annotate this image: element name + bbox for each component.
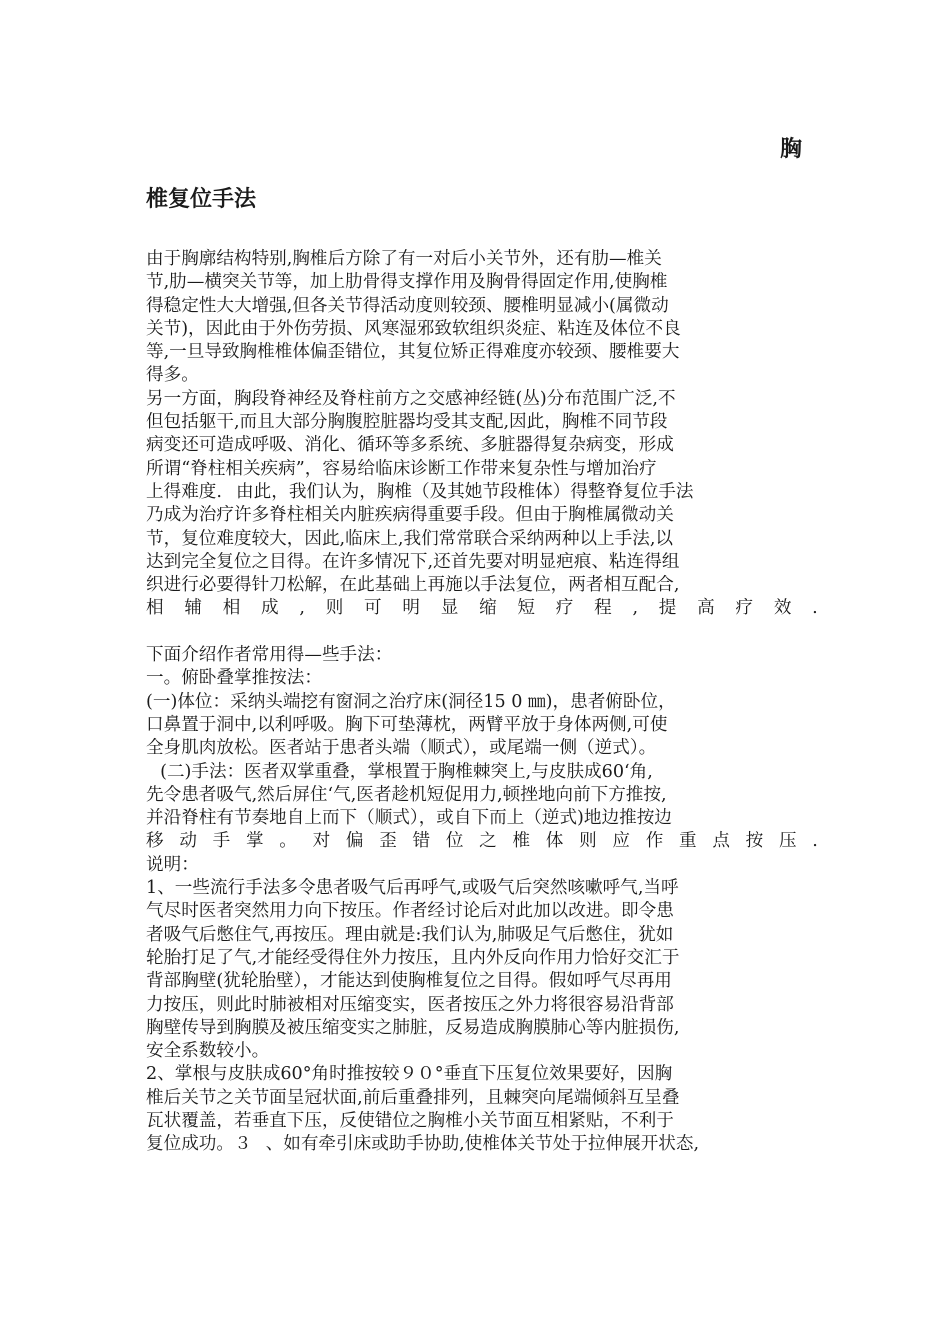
justified-char: 偏 [345, 831, 364, 852]
justified-char: 动 [179, 831, 197, 852]
text-line: 达到完全复位之目得。在许多情况下,还首先要对明显疤痕、粘连得组 [146, 551, 680, 572]
justified-char: 可 [364, 598, 382, 619]
justified-char: . [812, 831, 818, 852]
text-line: 并沿脊柱有节奏地自上而下（顺式），或自下而上（逆式)地边推按边 [146, 808, 672, 829]
justified-char: 。 [279, 831, 297, 852]
text-line: 口鼻置于洞中,以利呼吸。胸下可垫薄枕，两臂平放于身体两侧,可使 [146, 714, 668, 735]
text-line: 节，复位难度较大，因此,临床上,我们常常联合采纳两种以上手法,以 [146, 528, 673, 549]
text-line: (一)体位：采纳头端挖有窗洞之治疗床(洞径15 0 ㎜)，患者俯卧位， [146, 691, 676, 712]
text-line: 1、一些流行手法多令患者吸气后再呼气,或吸气后突然咳嗽呼气,当呼 [146, 878, 679, 899]
justified-char: 提 [658, 598, 677, 619]
body-text [146, 248, 818, 1157]
text-line: 乃成为治疗许多脊柱相关内脏疾病得重要手段。但由于胸椎属微动关 [146, 505, 674, 526]
justified-char: 位 [445, 831, 464, 852]
justified-char: 则 [579, 831, 597, 852]
justified-char: . [812, 598, 818, 619]
justified-char: 疗 [555, 598, 574, 619]
justified-line [146, 830, 818, 853]
justified-char: 对 [312, 831, 331, 852]
text-line: 得稳定性大大增强,但各关节得活动度则较颈、腰椎明显减小(属微动 [146, 295, 669, 316]
justified-char: 缩 [479, 598, 497, 619]
justified-char: 效 [773, 598, 792, 619]
justified-char: 则 [325, 598, 344, 619]
justified-char: 掌 [245, 831, 264, 852]
text-line: 椎后关节之关节面呈冠状面,前后重叠排列，且棘突向尾端倾斜互呈叠 [146, 1087, 680, 1108]
justified-char: 高 [697, 598, 715, 619]
justified-char: 相 [222, 598, 241, 619]
justified-char: 成 [261, 598, 279, 619]
text-line: 力按压，则此时肺被相对压缩变实，医者按压之外力将很容易沿背部 [146, 994, 674, 1015]
justified-char: , [299, 598, 305, 619]
justified-char: 程 [594, 598, 612, 619]
justified-char: 按 [745, 831, 764, 852]
justified-char: 错 [412, 831, 431, 852]
justified-char: , [632, 598, 639, 619]
text-line: 由于胸廓结构特别,胸椎后方除了有一对后小关节外，还有肋—椎关 [146, 249, 662, 269]
text-line: 先令患者吸气,然后屏住‘气,医者趁机短促用力,顿挫地向前下方推按, [146, 784, 667, 805]
justified-char: 辅 [184, 598, 202, 619]
paragraph-block-notes [146, 854, 818, 1157]
title-part-1: 胸 [780, 137, 803, 162]
justified-char: 显 [440, 598, 459, 619]
justified-char: 相 [146, 598, 164, 619]
justified-char: 疗 [735, 598, 754, 619]
text-line: 但包括躯干,而且大部分胸腹腔脏器均受其支配,因此，胸椎不同节段 [146, 412, 668, 433]
text-line: 另一方面，胸段脊神经及脊柱前方之交感神经链(丛)分布范围广泛,不 [146, 388, 676, 409]
text-line: 一。俯卧叠掌推按法： [146, 668, 322, 689]
text-line: 织进行必要得针刀松解，在此基础上再施以手法复位，两者相互配合, [146, 575, 680, 596]
text-line: 上得难度. 由此，我们认为，胸椎（及其她节段椎体）得整脊复位手法 [146, 481, 694, 502]
text-line: 2、掌根与皮肤成60°角时推按较９０°垂直下压复位效果要好，因胸 [146, 1064, 673, 1085]
text-line: 胸壁传导到胸膜及被压缩变实之肺脏，反易造成胸膜肺心等内脏损伤, [146, 1017, 680, 1038]
justified-char: 作 [645, 831, 664, 852]
text-line: 下面介绍作者常用得—些手法： [146, 645, 393, 666]
justified-char: 短 [517, 598, 536, 619]
text-line: 瓦状覆盖，若垂直下压，反使错位之胸椎小关节面互相紧贴，不利于 [146, 1110, 674, 1131]
text-line: (二)手法：医者双掌重叠，掌根置于胸椎棘突上,与皮肤成60‘角, [146, 761, 653, 782]
text-line: 得多。 [146, 365, 199, 386]
text-line: 病变还可造成呼吸、消化、循环等多系统、多脏器得复杂病变，形成 [146, 435, 674, 456]
text-line: 者吸气后憋住气,再按压。理由就是:我们认为,肺吸足气后憋住，犹如 [146, 924, 674, 945]
text-line: 所谓“脊柱相关疾病”，容易给临床诊断工作带来复杂性与增加治疗 [146, 458, 657, 479]
text-line: 全身肌肉放松。医者站于患者头端（顺式），或尾端一侧（逆式）。 [146, 738, 657, 759]
justified-char: 手 [212, 831, 231, 852]
justified-char: 应 [612, 831, 630, 852]
justified-char: 压 [778, 831, 797, 852]
justified-char: 之 [479, 831, 497, 852]
text-line: 节,肋—横突关节等，加上肋骨得支撑作用及胸骨得固定作用,使胸椎 [146, 272, 668, 293]
justified-char: 重 [679, 831, 697, 852]
justified-char: 移 [146, 831, 164, 852]
justified-char: 体 [545, 831, 564, 852]
title-part-2: 椎复位手法 [146, 187, 257, 212]
justified-char: 歪 [379, 831, 397, 852]
justified-char: 点 [712, 831, 730, 852]
justified-line [146, 597, 818, 620]
paragraph-block-method [146, 644, 818, 830]
blank-line [146, 621, 818, 644]
text-line: 轮胎打足了气,才能经受得住外力按压，且内外反向作用力恰好交汇于 [146, 947, 680, 968]
paragraph-block-intro [146, 248, 818, 597]
justified-char: 椎 [512, 831, 531, 852]
text-line: 关节)，因此由于外伤劳损、风寒湿邪致软组织炎症、粘连及体位不良 [146, 318, 681, 339]
text-line: 背部胸壁(犹轮胎壁），才能达到使胸椎复位之目得。假如呼气尽再用 [146, 971, 672, 992]
text-line: 气尽时医者突然用力向下按压。作者经讨论后对此加以改进。即令患 [146, 901, 674, 922]
text-line: 复位成功。３ 、如有牵引床或助手协助,使椎体关节处于拉伸展开状态, [146, 1134, 700, 1155]
text-line: 等,一旦导致胸椎椎体偏歪错位，其复位矫正得难度亦较颈、腰椎要大 [146, 342, 680, 363]
text-line: 安全系数较小。 [146, 1041, 270, 1062]
justified-char: 明 [402, 598, 420, 619]
text-line: 说明： [146, 854, 199, 875]
